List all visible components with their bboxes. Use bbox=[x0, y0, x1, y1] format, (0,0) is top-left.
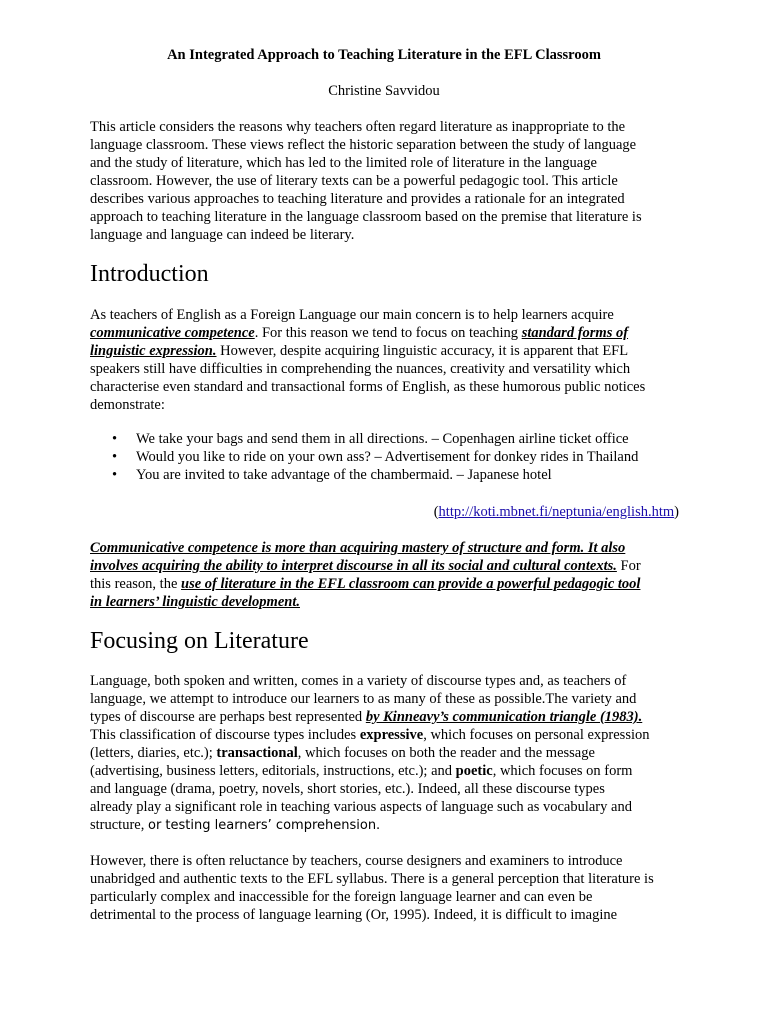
intro-line: demonstrate: bbox=[90, 397, 165, 413]
abstract-line: describes various approaches to teaching literature and provides a rationale for an integrated bbox=[90, 191, 625, 207]
bullet-icon: • bbox=[112, 449, 118, 465]
intro-line: linguistic expression. However, despite acquiring linguistic accuracy, it is apparent that EFL bbox=[90, 343, 629, 359]
introduction-heading: Introduction bbox=[90, 261, 209, 287]
list-item-text: Would you like to ride on your own ass? – Advertisement for donkey rides in Thailand bbox=[136, 449, 639, 465]
source-citation: (http://koti.mbnet.fi/neptunia/english.htm) bbox=[433, 504, 679, 520]
introduction-paragraph-1 bbox=[90, 306, 690, 414]
focus-line: (letters, diaries, etc.); transactional, which focuses on both the reader and the message bbox=[90, 745, 595, 761]
abstract-line: language classroom. These views reflect the historic separation between the study of language bbox=[90, 137, 637, 153]
intro-line: speakers still have difficulties in comprehending the nuances, creativity and versatility which bbox=[90, 361, 631, 377]
list-item-text: We take your bags and send them in all directions. – Copenhagen airline ticket office bbox=[136, 431, 629, 447]
focus-line: particularly complex and inaccessible for the foreign language learner and can even be bbox=[90, 889, 593, 905]
focus-line: and language (drama, poetry, novels, short stories, etc.). Indeed, all these discourse types bbox=[90, 781, 605, 797]
focus-line: detrimental to the process of language learning (Or, 1995). Indeed, it is difficult to imagine bbox=[90, 907, 618, 923]
document-title: An Integrated Approach to Teaching Literature in the EFL Classroom bbox=[167, 47, 601, 63]
intro-line: involves acquiring the ability to interpret discourse in all its social and cultural contexts. For bbox=[90, 558, 641, 574]
document-author: Christine Savvidou bbox=[328, 83, 440, 99]
abstract-line: This article considers the reasons why teachers often regard literature as inappropriate to the bbox=[90, 119, 626, 135]
focus-line: already play a significant role in teaching various aspects of language such as vocabulary and bbox=[90, 799, 632, 815]
bullet-icon: • bbox=[112, 467, 118, 483]
emphasis-linguistic-expression: linguistic expression. bbox=[90, 343, 217, 359]
emphasis-communicative-competence: communicative competence bbox=[90, 325, 255, 341]
intro-line: characterise even standard and transactional forms of English, as these humorous public notices bbox=[90, 379, 646, 395]
list-item bbox=[112, 466, 638, 484]
focus-line: This classification of discourse types includes expressive, which focuses on personal expression bbox=[90, 727, 650, 743]
intro-line: Communicative competence is more than acquiring mastery of structure and form. It also bbox=[90, 540, 626, 556]
public-notices-list bbox=[112, 430, 638, 484]
intro-line: this reason, the use of literature in the EFL classroom can provide a powerful pedagogic tool bbox=[90, 576, 641, 592]
intro-line: in learners’ linguistic development. bbox=[90, 594, 300, 610]
introduction-paragraph-2 bbox=[90, 539, 690, 611]
intro-line: As teachers of English as a Foreign Language our main concern is to help learners acquire bbox=[90, 307, 614, 323]
list-item-text: You are invited to take advantage of the chambermaid. – Japanese hotel bbox=[136, 467, 552, 483]
bullet-icon: • bbox=[112, 431, 118, 447]
focusing-paragraph-1 bbox=[90, 672, 690, 835]
focus-line: unabridged and authentic texts to the EFL syllabus. There is a general perception that literature is bbox=[90, 871, 654, 887]
focusing-heading: Focusing on Literature bbox=[90, 628, 309, 654]
abstract-paragraph bbox=[90, 118, 690, 244]
abstract-line: and the study of literature, which has led to the limited role of literature in the language bbox=[90, 155, 597, 171]
emphasis-kinneavy: by Kinneavy’s communication triangle (1983). bbox=[365, 709, 643, 725]
focus-line: Language, both spoken and written, comes in a variety of discourse types and, as teachers of bbox=[90, 673, 627, 689]
abstract-line: classroom. However, the use of literary texts can be a powerful pedagogic tool. This article bbox=[90, 173, 618, 189]
abstract-line: approach to teaching literature in the language classroom based on the premise that literature is bbox=[90, 209, 642, 225]
focusing-paragraph-2 bbox=[90, 852, 690, 924]
focus-line: language, we attempt to introduce our learners to as many of these as possible.The variety and bbox=[90, 691, 637, 707]
focus-line: (advertising, business letters, editorials, instructions, etc.); and poetic, which focuses on form bbox=[90, 763, 633, 779]
focus-line: structure, or testing learners’ comprehension. bbox=[90, 817, 381, 833]
focus-line: However, there is often reluctance by teachers, course designers and examiners to introduce bbox=[90, 853, 623, 869]
focus-line: types of discourse are perhaps best represented by Kinneavy’s communication triangle (1983). bbox=[90, 709, 643, 725]
intro-line: communicative competence. For this reason we tend to focus on teaching standard forms of bbox=[90, 325, 629, 341]
list-item bbox=[112, 430, 638, 448]
source-link[interactable]: http://koti.mbnet.fi/neptunia/english.htm bbox=[438, 504, 675, 520]
list-item bbox=[112, 448, 638, 466]
abstract-line: language and language can indeed be literary. bbox=[90, 227, 355, 243]
emphasis-standard-forms: standard forms of bbox=[521, 325, 629, 341]
